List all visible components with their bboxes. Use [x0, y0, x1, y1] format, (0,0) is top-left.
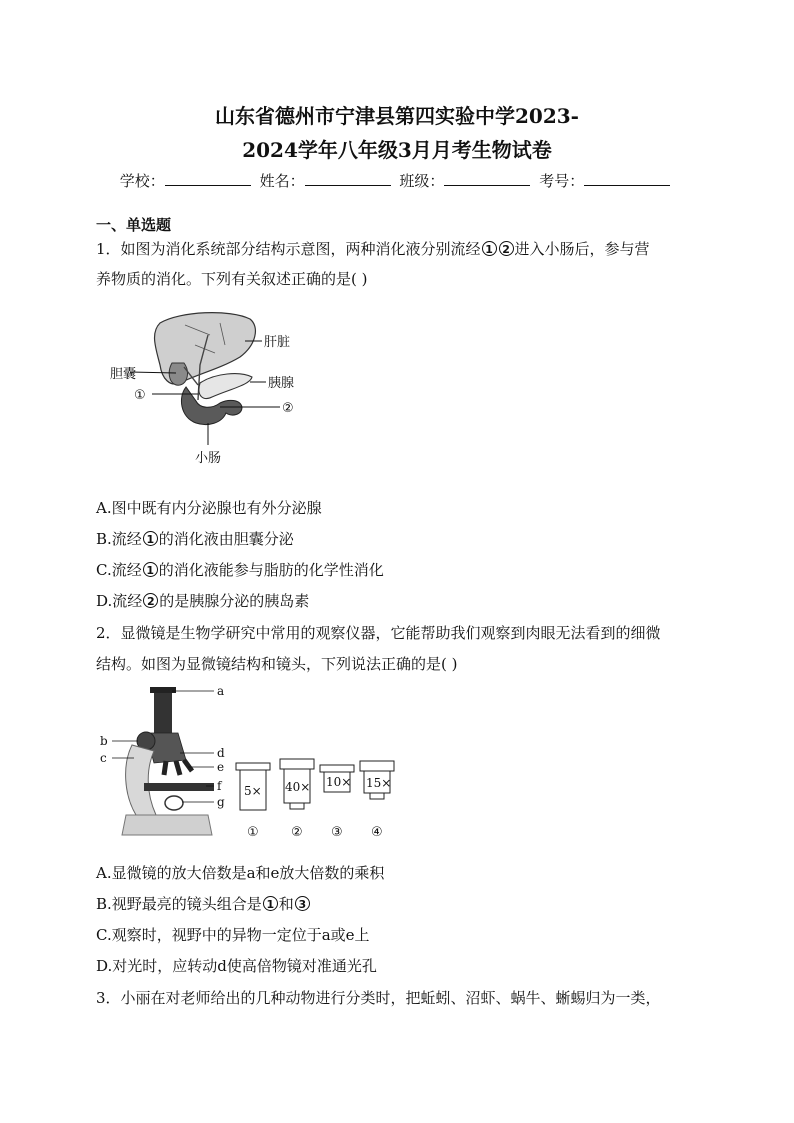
q2-option-b-text: B.视野最亮的镜头组合是 — [96, 895, 262, 913]
q1-option-a[interactable]: A.图中既有内分泌腺也有外分泌腺 — [96, 499, 322, 517]
q2-option-c[interactable]: C.观察时，视野中的异物一定位于a或e上 — [96, 926, 370, 944]
class-label: 班级： — [399, 172, 445, 190]
q1-option-d[interactable] — [96, 590, 309, 612]
gallbladder-label: 胆囊 — [110, 367, 137, 382]
q1-option-b-text: 的消化液由胆囊分泌 — [158, 530, 294, 548]
number-label: 考号： — [539, 172, 585, 190]
lens-1-mag: 5× — [244, 784, 262, 798]
circled-number-1: 1 — [143, 531, 158, 546]
label-b: b — [100, 734, 108, 748]
pancreas-shape — [199, 374, 252, 399]
small-intestine-label: 小肠 — [195, 451, 222, 466]
q1-option-c[interactable] — [96, 559, 384, 581]
lens-4-mag: 15× — [366, 776, 392, 790]
q1-option-b-text: B.流经 — [96, 530, 142, 548]
label-c: c — [100, 751, 107, 765]
q1-stem-text: 1．如图为消化系统部分结构示意图，两种消化液分别流经 — [96, 240, 481, 258]
pancreas-label: 胰腺 — [268, 376, 295, 391]
q2-option-b-text: 和 — [278, 895, 294, 913]
circled-number-1: 1 — [143, 562, 158, 577]
arm — [126, 745, 156, 815]
circled-number-1: 1 — [263, 896, 278, 911]
q1-option-c-text: C.流经 — [96, 561, 142, 579]
microscope-figure — [96, 685, 406, 845]
q1-option-b[interactable] — [96, 528, 294, 550]
q2-stem-line2: 结构。如图为显微镜结构和镜头，下列说法正确的是( ) — [96, 655, 458, 673]
exam-title-line1: 山东省德州市宁津县第四实验中学2023- — [215, 104, 579, 128]
name-blank[interactable] — [305, 171, 391, 186]
lens-number-4: ④ — [371, 825, 383, 840]
lens-number-1: ① — [247, 825, 259, 840]
class-blank[interactable] — [444, 171, 530, 186]
q1-stem-line1 — [96, 238, 650, 260]
name-label: 姓名： — [259, 172, 305, 190]
lens-3 — [320, 765, 354, 792]
lens-number-3: ③ — [331, 825, 343, 840]
number-blank[interactable] — [584, 171, 670, 186]
label-f: f — [217, 779, 222, 793]
lens-number-2: ② — [291, 825, 303, 840]
stage — [144, 783, 214, 791]
lens-4 — [360, 761, 394, 799]
student-info-row — [0, 170, 794, 192]
gallbladder-shape — [169, 363, 187, 385]
q1-option-d-text: 的是胰腺分泌的胰岛素 — [159, 592, 310, 610]
digestive-system-figure — [100, 305, 310, 470]
marker-1-label: ① — [134, 388, 146, 403]
label-a: a — [217, 685, 225, 698]
lens-3-mag: 10× — [326, 775, 352, 789]
school-blank[interactable] — [165, 171, 251, 186]
label-d: d — [217, 746, 225, 760]
q1-stem-line2: 养物质的消化。下列有关叙述正确的是( ) — [96, 270, 368, 288]
q2-stem-line1: 2．显微镜是生物学研究中常用的观察仪器，它能帮助我们观察到肉眼无法看到的细微 — [96, 624, 661, 642]
mirror — [165, 796, 183, 810]
objectives — [164, 760, 192, 775]
lens-2-mag: 40× — [285, 780, 311, 794]
q2-option-a[interactable]: A.显微镜的放大倍数是a和e放大倍数的乘积 — [96, 864, 385, 882]
school-label: 学校： — [119, 172, 165, 190]
exam-title-line2: 2024学年八年级3月月考生物试卷 — [242, 138, 552, 162]
q1-option-c-text: 的消化液能参与脂肪的化学性消化 — [158, 561, 384, 579]
lens-1 — [236, 763, 270, 810]
liver-label: 肝脏 — [264, 335, 291, 350]
circled-number-2: 2 — [499, 241, 514, 256]
base — [122, 815, 212, 835]
q3-stem-line1: 3．小丽在对老师给出的几种动物进行分类时，把蚯蚓、沼虾、蜗牛、蜥蜴归为一类， — [96, 989, 661, 1007]
q1-option-d-text: D.流经 — [96, 592, 143, 610]
label-e: e — [217, 760, 225, 774]
eyepiece-tube — [154, 689, 172, 733]
lens-2 — [280, 759, 314, 809]
section-title: 一、单选题 — [96, 216, 172, 234]
q1-stem-text: 进入小肠后，参与营 — [514, 240, 650, 258]
label-g: g — [217, 795, 225, 809]
marker-2-label: ② — [282, 401, 294, 416]
circled-number-3: 3 — [295, 896, 310, 911]
q2-option-d[interactable]: D.对光时，应转动d使高倍物镜对准通光孔 — [96, 957, 377, 975]
circled-number-1: 1 — [482, 241, 497, 256]
circled-number-2: 2 — [143, 593, 158, 608]
q2-option-b[interactable] — [96, 893, 311, 915]
